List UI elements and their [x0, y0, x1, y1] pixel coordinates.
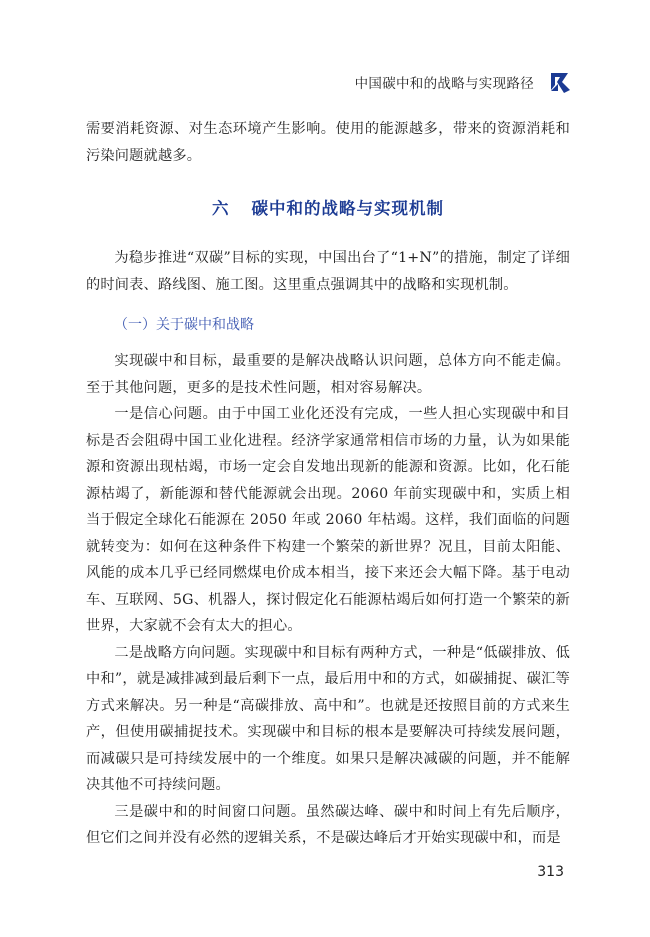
page-number: 313 [537, 864, 564, 880]
body-paragraph: 二是战略方向问题。实现碳中和目标有两种方式，一种是“低碳排放、低中和”，就是减排减到最后剩下一点，最后用中和的方式，如碳捕捉、碳汇等方式来解决。另一种是“高碳排放、高中和”。也就是还按照目前的方式来生产，但使用碳捕捉技术。实现碳中和目标的根本是要解决可持续发展问题，而减碳只是可持续发展中的一个维度。如果只是解决减碳的问题，并不能解决其他不可持续问题。 [86, 644, 570, 793]
section-title: 碳中和的战略与实现机制 [251, 199, 444, 218]
body-paragraph: 实现碳中和目标，最重要的是解决战略认识问题，总体方向不能走偏。至于其他问题，更多的是技术性问题，相对容易解决。 [86, 353, 570, 396]
section-intro-paragraph: 为稳步推进“双碳”目标的实现，中国出台了“1+N”的措施，制定了详细的时间表、路线图、施工图。这里重点强调其中的战略和实现机制。 [86, 250, 570, 293]
body-paragraph: 三是碳中和的时间窗口问题。虽然碳达峰、碳中和时间上有先后顺序，但它们之间并没有必然的逻辑关系，不是碳达峰后才开始实现碳中和，而是 [86, 803, 570, 846]
intro-paragraph: 需要消耗资源、对生态环境产生影响。使用的能源越多，带来的资源消耗和污染问题就越多。 [86, 121, 570, 164]
running-title: 中国碳中和的战略与实现路径 [354, 76, 534, 92]
page-content [86, 116, 570, 852]
running-header [355, 70, 574, 94]
subsection-heading: （一）关于碳中和战略 [114, 317, 254, 333]
body-paragraph: 一是信心问题。由于中国工业化还没有完成，一些人担心实现碳中和目标是否会阻碍中国工业化进程。经济学家通常相信市场的力量，认为如果能源和资源出现枯竭，市场一定会自发地出现新的能源和资源。比如，化石能源枯竭了，新能源和替代能源就会出现。2060 年前实现碳中和，实质上相当于假定全球化石能源在 2050 年或 2060 年枯竭。这样，我们面临的问题就转变为：如何在这种条件下构建一个繁荣的新世界？况且，目前太阳能、风能的成本几乎已经同燃煤电价成本相当，接下来还会大幅下降。基于电动车、互联网、5G、机器人，探讨假定化石能源枯竭后如何打造一个繁荣的新世界，大家就不会有太大的担心。 [86, 406, 570, 634]
section-number: 六 [212, 199, 230, 218]
chapter-arrow-icon [548, 70, 574, 94]
section-heading [86, 195, 570, 219]
